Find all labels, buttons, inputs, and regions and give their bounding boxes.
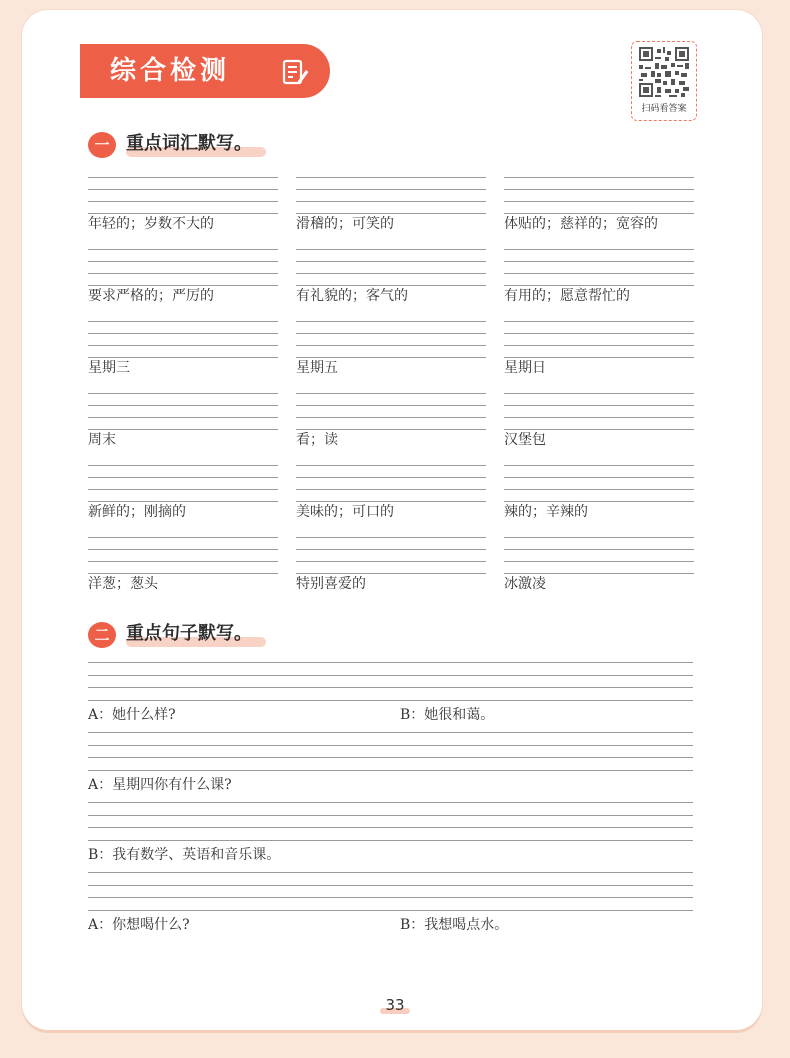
writing-line[interactable]	[504, 573, 694, 574]
section-2-header	[88, 620, 288, 650]
writing-line[interactable]	[504, 285, 694, 286]
writing-line[interactable]	[88, 662, 693, 663]
writing-line[interactable]	[504, 393, 694, 394]
writing-line[interactable]	[504, 321, 694, 322]
writing-line[interactable]	[88, 537, 278, 538]
writing-line[interactable]	[504, 249, 694, 250]
writing-line[interactable]	[296, 393, 486, 394]
page-title: 综合检测	[110, 56, 231, 86]
writing-line[interactable]	[296, 273, 486, 274]
writing-line[interactable]	[88, 477, 278, 478]
writing-line[interactable]	[88, 273, 278, 274]
vocab-prompt: 年轻的；岁数不大的	[88, 216, 214, 232]
writing-line[interactable]	[88, 249, 278, 250]
writing-line[interactable]	[504, 273, 694, 274]
section-1-header	[88, 130, 288, 160]
writing-line[interactable]	[296, 477, 486, 478]
sentence-prompt: B：我想喝点水。	[400, 917, 509, 933]
writing-line[interactable]	[88, 885, 693, 886]
writing-line[interactable]	[88, 757, 693, 758]
writing-line[interactable]	[88, 802, 693, 803]
writing-line[interactable]	[88, 285, 278, 286]
worksheet-pencil-icon	[280, 57, 310, 87]
sentence-prompt: A：星期四你有什么课?	[88, 777, 232, 793]
writing-line[interactable]	[88, 261, 278, 262]
writing-line[interactable]	[296, 213, 486, 214]
writing-line[interactable]	[504, 357, 694, 358]
vocab-prompt: 周末	[88, 432, 116, 448]
writing-line[interactable]	[88, 429, 278, 430]
writing-line[interactable]	[296, 177, 486, 178]
writing-line[interactable]	[88, 872, 693, 873]
writing-line[interactable]	[504, 417, 694, 418]
writing-line[interactable]	[88, 700, 693, 701]
vocab-prompt: 美味的；可口的	[296, 504, 394, 520]
writing-line[interactable]	[504, 429, 694, 430]
writing-line[interactable]	[88, 213, 278, 214]
writing-line[interactable]	[88, 840, 693, 841]
section-1-badge: 一	[88, 132, 116, 158]
writing-line[interactable]	[504, 261, 694, 262]
writing-line[interactable]	[504, 201, 694, 202]
writing-line[interactable]	[504, 333, 694, 334]
writing-line[interactable]	[296, 261, 486, 262]
vocab-prompt: 有礼貌的；客气的	[296, 288, 408, 304]
writing-line[interactable]	[504, 561, 694, 562]
writing-line[interactable]	[504, 405, 694, 406]
vocab-prompt: 辣的；辛辣的	[504, 504, 588, 520]
writing-line[interactable]	[296, 549, 486, 550]
writing-line[interactable]	[88, 333, 278, 334]
writing-line[interactable]	[296, 501, 486, 502]
qr-code-icon	[639, 47, 689, 97]
writing-line[interactable]	[296, 465, 486, 466]
writing-line[interactable]	[88, 561, 278, 562]
writing-line[interactable]	[296, 189, 486, 190]
writing-line[interactable]	[88, 827, 693, 828]
writing-line[interactable]	[296, 489, 486, 490]
writing-line[interactable]	[88, 501, 278, 502]
writing-line[interactable]	[88, 910, 693, 911]
sentence-prompt: B：我有数学、英语和音乐课。	[88, 847, 281, 863]
writing-line[interactable]	[296, 345, 486, 346]
section-1-title: 重点词汇默写。	[126, 133, 252, 154]
writing-line[interactable]	[88, 732, 693, 733]
writing-line[interactable]	[296, 201, 486, 202]
qr-caption: 扫码看答案	[641, 104, 687, 114]
qr-answer-box[interactable]	[631, 41, 697, 121]
page-number: 33	[385, 996, 405, 1014]
writing-line[interactable]	[88, 189, 278, 190]
writing-line[interactable]	[296, 573, 486, 574]
writing-line[interactable]	[504, 477, 694, 478]
writing-line[interactable]	[88, 897, 693, 898]
header-banner	[80, 44, 330, 98]
vocab-prompt: 星期三	[88, 360, 130, 376]
vocab-prompt: 冰激凌	[504, 576, 546, 592]
writing-line[interactable]	[504, 189, 694, 190]
writing-line[interactable]	[88, 201, 278, 202]
vocab-prompt: 洋葱；葱头	[88, 576, 158, 592]
section-2-badge: 二	[88, 622, 116, 648]
sentence-prompt: A：她什么样?	[88, 707, 176, 723]
writing-line[interactable]	[296, 357, 486, 358]
sentence-prompt: A：你想喝什么?	[88, 917, 190, 933]
vocab-prompt: 星期五	[296, 360, 338, 376]
writing-line[interactable]	[296, 537, 486, 538]
vocab-prompt: 特别喜爱的	[296, 576, 366, 592]
writing-line[interactable]	[504, 345, 694, 346]
vocab-prompt: 看；读	[296, 432, 338, 448]
writing-line[interactable]	[88, 770, 693, 771]
writing-line[interactable]	[88, 687, 693, 688]
writing-line[interactable]	[296, 249, 486, 250]
writing-line[interactable]	[504, 465, 694, 466]
writing-line[interactable]	[504, 177, 694, 178]
writing-line[interactable]	[88, 393, 278, 394]
vocab-prompt: 有用的；愿意帮忙的	[504, 288, 630, 304]
writing-line[interactable]	[504, 549, 694, 550]
writing-line[interactable]	[296, 321, 486, 322]
writing-line[interactable]	[88, 745, 693, 746]
writing-line[interactable]	[88, 675, 693, 676]
writing-line[interactable]	[88, 549, 278, 550]
writing-line[interactable]	[88, 177, 278, 178]
writing-line[interactable]	[88, 465, 278, 466]
writing-line[interactable]	[296, 333, 486, 334]
writing-line[interactable]	[88, 489, 278, 490]
sentence-prompt: B：她很和蔼。	[400, 707, 495, 723]
section-2-title: 重点句子默写。	[126, 623, 252, 644]
writing-line[interactable]	[88, 573, 278, 574]
writing-line[interactable]	[504, 489, 694, 490]
writing-line[interactable]	[88, 405, 278, 406]
vocab-prompt: 星期日	[504, 360, 546, 376]
vocab-prompt: 要求严格的；严厉的	[88, 288, 214, 304]
writing-line[interactable]	[88, 357, 278, 358]
writing-line[interactable]	[296, 561, 486, 562]
writing-line[interactable]	[88, 815, 693, 816]
writing-line[interactable]	[88, 321, 278, 322]
writing-line[interactable]	[296, 405, 486, 406]
writing-line[interactable]	[296, 429, 486, 430]
vocab-prompt: 滑稽的；可笑的	[296, 216, 394, 232]
writing-line[interactable]	[504, 537, 694, 538]
writing-line[interactable]	[504, 501, 694, 502]
writing-line[interactable]	[88, 417, 278, 418]
writing-line[interactable]	[504, 213, 694, 214]
vocab-prompt: 汉堡包	[504, 432, 546, 448]
vocab-prompt: 新鲜的；刚摘的	[88, 504, 186, 520]
writing-line[interactable]	[296, 417, 486, 418]
vocab-prompt: 体贴的；慈祥的；宽容的	[504, 216, 658, 232]
writing-line[interactable]	[88, 345, 278, 346]
writing-line[interactable]	[296, 285, 486, 286]
